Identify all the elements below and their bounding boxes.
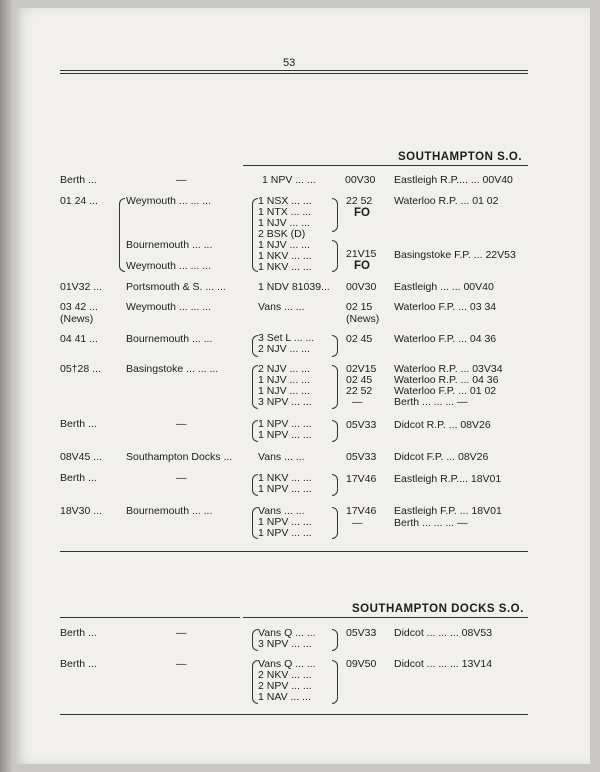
from: Portsmouth & S. ... ...	[126, 281, 226, 293]
vehicle: 1 NKV ... ...	[258, 250, 312, 262]
vehicle: 2 NKV ... ...	[258, 669, 312, 681]
destination: Eastleigh R.P.... ... 00V40	[394, 174, 513, 186]
from: —	[176, 418, 187, 430]
top-rule-2	[60, 73, 528, 74]
vehicle: 2 NJV ... ...	[258, 343, 310, 355]
from: —	[176, 658, 187, 670]
arrival: 02 45	[346, 333, 373, 345]
vehicle: Vans Q ... ...	[258, 627, 316, 639]
brace-right	[332, 198, 338, 232]
time: 08V45 ...	[60, 451, 103, 463]
from: Weymouth ... ... ...	[126, 260, 211, 272]
brace-right	[332, 335, 338, 357]
arrival: 22 52	[346, 195, 373, 207]
arrival: 17V46	[346, 473, 377, 485]
destination: Didcot ... ... ... 08V53	[394, 627, 493, 639]
section-rule	[243, 617, 528, 618]
arrival: 05V33	[346, 419, 377, 431]
vehicle: Vans ... ...	[258, 505, 305, 517]
section-title: SOUTHAMPTON S.O.	[398, 151, 523, 163]
from: —	[176, 174, 187, 186]
vehicle: Vans ... ...	[258, 451, 305, 463]
brace-right	[332, 660, 338, 704]
time: Berth ...	[60, 418, 97, 430]
from: Bournemouth ... ...	[126, 505, 213, 517]
page-number: 53	[283, 57, 296, 69]
top-rule	[60, 70, 528, 71]
brace-right	[332, 420, 338, 442]
vehicle: 1 NKV ... ...	[258, 472, 312, 484]
vehicle: 2 NPV ... ...	[258, 680, 312, 692]
time: Berth ...	[60, 627, 97, 639]
brace-right	[332, 474, 338, 496]
brace-right	[332, 629, 338, 651]
vehicle: 2 NJV ... ...	[258, 363, 310, 375]
arrival: 00V30	[345, 174, 376, 186]
brace-right	[332, 507, 338, 539]
vehicle: Vans Q ... ...	[258, 658, 316, 670]
vehicle: 3 Set L ... ...	[258, 332, 315, 344]
destination: Waterloo R.P. ... 04 36	[394, 374, 499, 386]
time: 04 41 ...	[60, 333, 98, 345]
from: Bournemouth ... ...	[126, 333, 213, 345]
vehicle: 1 NSX ... ...	[258, 195, 312, 207]
vehicle: 1 NPV ... ...	[258, 516, 312, 528]
destination: Didcot R.P. ... 08V26	[394, 419, 491, 431]
arrival: 05V33	[346, 627, 377, 639]
vehicle: 1 NTX ... ...	[258, 206, 312, 218]
arrival: 02 45	[346, 374, 373, 386]
from: Basingstoke ... ... ...	[126, 363, 219, 375]
brace-left	[119, 198, 125, 272]
section-rule	[243, 165, 528, 166]
arrival: —	[352, 396, 363, 408]
time-note: (News)	[60, 313, 94, 325]
vehicle: 3 NPV ... ...	[258, 396, 312, 408]
arrival: —	[352, 517, 363, 529]
vehicle: 1 NJV ... ...	[258, 239, 310, 251]
vehicle: 1 NPV ... ...	[258, 418, 312, 430]
arrival: 00V30	[346, 281, 377, 293]
time: 18V30 ...	[60, 505, 103, 517]
brace-right	[332, 240, 338, 272]
vehicle: 1 NDV 81039...	[258, 281, 330, 293]
section-rule-left	[60, 617, 240, 618]
vehicle: Vans ... ...	[258, 301, 305, 313]
destination: Eastleigh F.P. ... 18V01	[394, 505, 502, 517]
arrival: 05V33	[346, 451, 377, 463]
destination: Didcot ... ... ... 13V14	[394, 658, 493, 670]
destination: Basingstoke F.P. ... 22V53	[394, 249, 516, 261]
vehicle: 3 NPV ... ...	[258, 638, 312, 650]
fo-marker: FO	[354, 207, 370, 219]
fo-marker: FO	[354, 260, 370, 272]
vehicle: 1 NPV ... ...	[258, 527, 312, 539]
section-title: SOUTHAMPTON DOCKS S.O.	[352, 603, 524, 615]
from: Weymouth ... ... ...	[126, 301, 211, 313]
time: Berth ...	[60, 472, 97, 484]
vehicle: 1 NPV ... ...	[258, 429, 312, 441]
arrival: 09V50	[346, 658, 377, 670]
from: Southampton Docks ...	[126, 451, 233, 463]
vehicle: 1 NJV ... ...	[258, 374, 310, 386]
time: 01 24 ...	[60, 195, 98, 207]
from: —	[176, 627, 187, 639]
vehicle: 1 NPV ... ...	[258, 483, 312, 495]
section-end-rule	[60, 551, 528, 552]
time: Berth ...	[60, 174, 97, 186]
vehicle: 1 NAV ... ...	[258, 691, 311, 703]
arrival: 21V15	[346, 248, 377, 260]
destination: Didcot F.P. ... 08V26	[394, 451, 489, 463]
arrival: 22 52	[346, 385, 373, 397]
time: 05†28 ...	[60, 363, 101, 375]
from: Bournemouth ... ...	[126, 239, 213, 251]
vehicle: 1 NPV ... ...	[262, 174, 316, 186]
from: Weymouth ... ... ...	[126, 195, 211, 207]
destination: Berth ... ... ... —	[394, 517, 468, 529]
vehicle: 1 NKV ... ...	[258, 261, 312, 273]
arrival: 02 15	[346, 301, 373, 313]
from: —	[176, 472, 187, 484]
book-spine-shadow	[0, 0, 14, 772]
destination: Waterloo F.P. ... 04 36	[394, 333, 497, 345]
destination: Eastleigh ... ... 00V40	[394, 281, 494, 293]
destination: Waterloo R.P. ... 03V34	[394, 363, 503, 375]
destination: Eastleigh R.P.... 18V01	[394, 473, 502, 485]
arrival: 02V15	[346, 363, 377, 375]
destination: Waterloo R.P. ... 01 02	[394, 195, 499, 207]
arrival: 17V46	[346, 505, 377, 517]
vehicle: 2 BSK (D)	[258, 228, 306, 240]
brace-right	[332, 365, 338, 409]
destination: Waterloo F.P. ... 01 02	[394, 385, 497, 397]
destination: Berth ... ... ... —	[394, 396, 468, 408]
arrival-note: (News)	[346, 313, 380, 325]
time: Berth ...	[60, 658, 97, 670]
vehicle: 1 NJV ... ...	[258, 385, 310, 397]
vehicle: 1 NJV ... ...	[258, 217, 310, 229]
bottom-rule	[60, 714, 528, 715]
destination: Waterloo F.P. ... 03 34	[394, 301, 497, 313]
time: 03 42 ...	[60, 301, 98, 313]
time: 01V32 ...	[60, 281, 103, 293]
